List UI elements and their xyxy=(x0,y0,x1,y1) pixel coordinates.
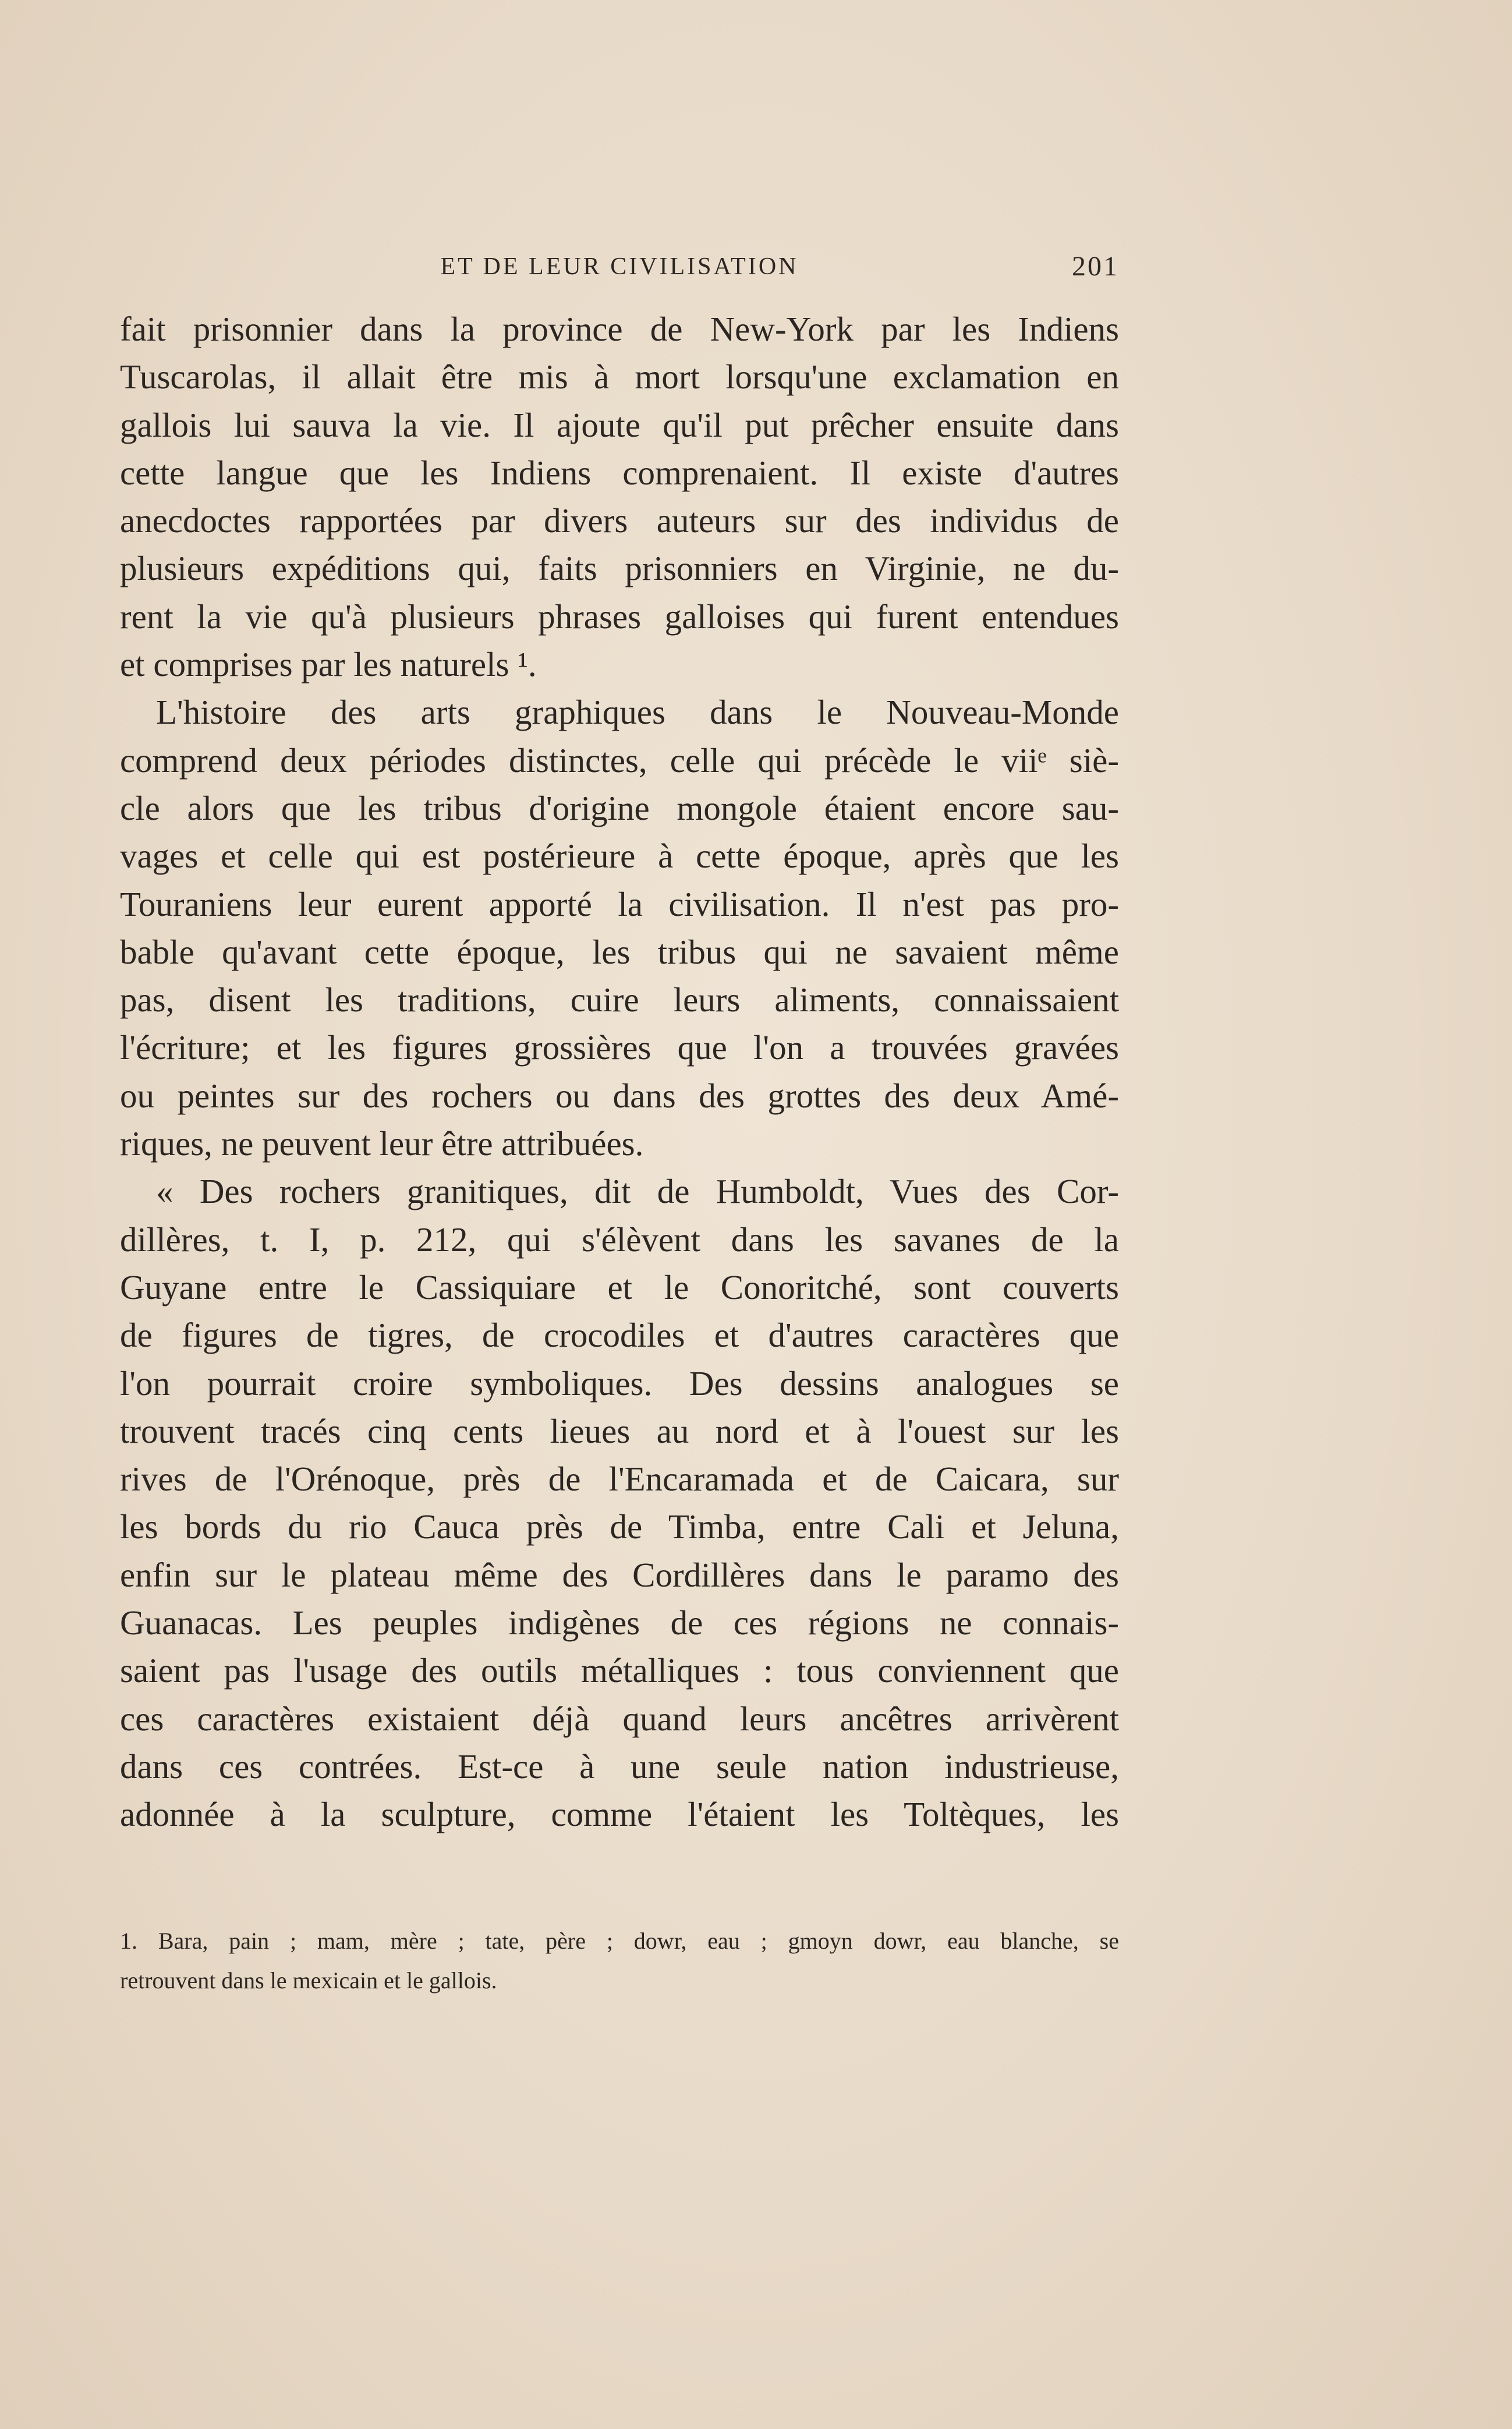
text-line: vages et celle qui est postérieure à cette époque, après que les xyxy=(120,837,1119,876)
text-line: dillères, t. I, p. 212, qui s'élèvent dans les savanes de la xyxy=(120,1220,1119,1259)
footnote-line: 1. Bara, pain ; mam, mère ; tate, père ; dowr, eau ; gmoyn dowr, eau blanche, se xyxy=(120,1928,1119,1954)
text-line: adonnée à la sculpture, comme l'étaient les Toltèques, les xyxy=(120,1795,1119,1834)
text-line: rent la vie qu'à plusieurs phrases galloises qui furent entendues xyxy=(120,597,1119,636)
page-number: 201 xyxy=(1072,251,1119,282)
text-line: l'on pourrait croire symboliques. Des dessins analogues se xyxy=(120,1364,1119,1403)
text-line: ou peintes sur des rochers ou dans des grottes des deux Amé- xyxy=(120,1076,1119,1115)
footnotes xyxy=(120,1921,1119,2000)
text-line: comprend deux périodes distinctes, celle qui précède le viiᵉ siè- xyxy=(120,741,1119,780)
text-line: les bords du rio Cauca près de Timba, entre Cali et Jeluna, xyxy=(120,1507,1119,1546)
text-line: anecdoctes rapportées par divers auteurs sur des individus de xyxy=(120,501,1119,540)
text-line: cle alors que les tribus d'origine mongole étaient encore sau- xyxy=(120,788,1119,827)
text-line: Touraniens leur eurent apporté la civilisation. Il n'est pas pro- xyxy=(120,884,1119,923)
body-text xyxy=(120,305,1119,1839)
text-line: enfin sur le plateau même des Cordillères dans le paramo des xyxy=(120,1555,1119,1594)
text-line: Guanacas. Les peuples indigènes de ces régions ne connais- xyxy=(120,1603,1119,1642)
text-line: gallois lui sauva la vie. Il ajoute qu'il put prêcher ensuite dans xyxy=(120,405,1119,444)
paragraph-start-line: L'histoire des arts graphiques dans le Nouveau-Monde xyxy=(156,693,1119,732)
footnote-line: retrouvent dans le mexicain et le gallois. xyxy=(120,1967,497,1994)
text-line: l'écriture; et les figures grossières que l'on a trouvées gravées xyxy=(120,1028,1119,1067)
running-head xyxy=(120,250,1119,285)
text-line: Tuscarolas, il allait être mis à mort lorsqu'une exclamation en xyxy=(120,357,1119,396)
paragraph-start-line: « Des rochers granitiques, dit de Humboldt, Vues des Cor- xyxy=(156,1172,1119,1211)
running-title: ET DE LEUR CIVILISATION xyxy=(440,253,799,280)
text-line: trouvent tracés cinq cents lieues au nord et à l'ouest sur les xyxy=(120,1411,1119,1450)
text-line: bable qu'avant cette époque, les tribus qui ne savaient même xyxy=(120,932,1119,971)
text-line: de figures de tigres, de crocodiles et d'autres caractères que xyxy=(120,1316,1119,1355)
text-line: cette langue que les Indiens comprenaient. Il existe d'autres xyxy=(120,453,1119,492)
text-line: dans ces contrées. Est-ce à une seule nation industrieuse, xyxy=(120,1747,1119,1786)
text-line: fait prisonnier dans la province de New-York par les Indiens xyxy=(120,310,1119,348)
text-line: Guyane entre le Cassiquiare et le Conoritché, sont couverts xyxy=(120,1267,1119,1306)
text-line: ces caractères existaient déjà quand leurs ancêtres arrivèrent xyxy=(120,1699,1119,1738)
text-line: plusieurs expéditions qui, faits prisonniers en Virginie, ne du- xyxy=(120,549,1119,588)
text-line: rives de l'Orénoque, près de l'Encaramada et de Caicara, sur xyxy=(120,1460,1119,1499)
text-line: saient pas l'usage des outils métalliques : tous conviennent que xyxy=(120,1651,1119,1690)
text-line: et comprises par les naturels ¹. xyxy=(120,645,537,684)
text-line: riques, ne peuvent leur être attribuées. xyxy=(120,1124,644,1163)
text-line: pas, disent les traditions, cuire leurs aliments, connaissaient xyxy=(120,980,1119,1019)
